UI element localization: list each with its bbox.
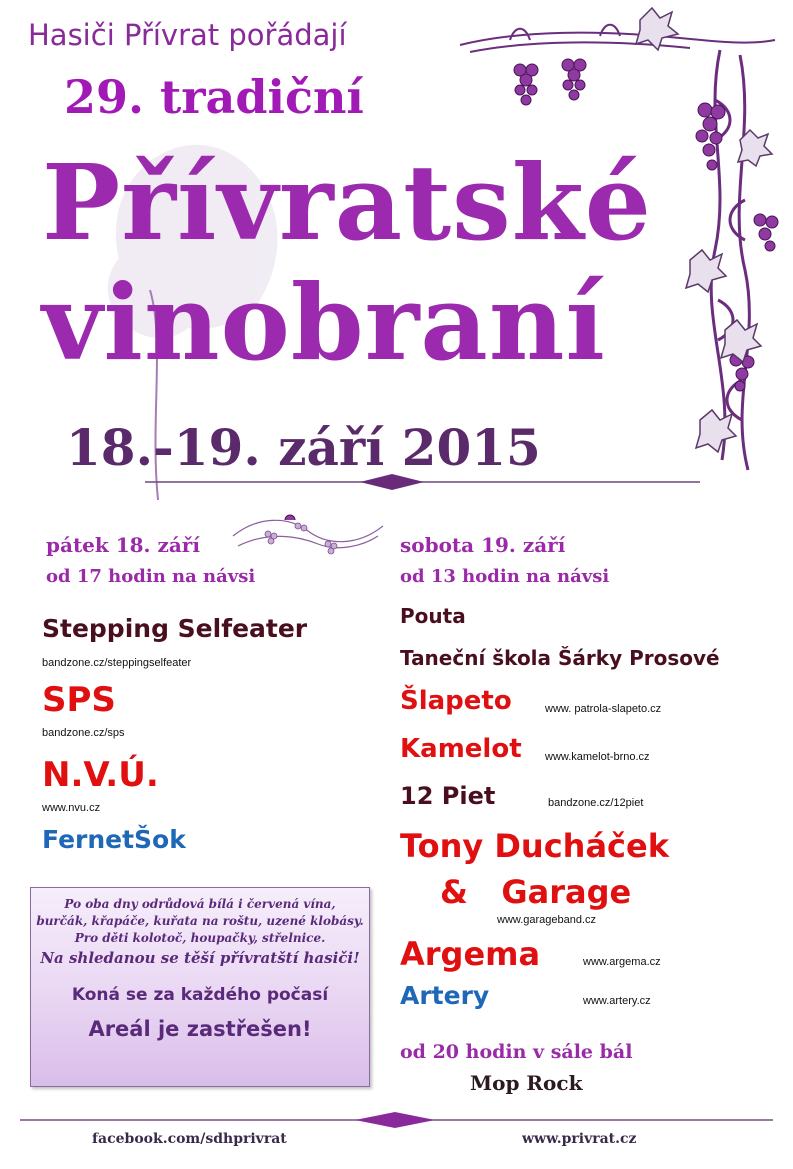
page-title-line1: Přívratské: [42, 141, 652, 264]
footer-divider: [20, 1110, 773, 1130]
act-url[interactable]: www. patrola-slapeto.cz: [545, 703, 662, 715]
evening-band: Mop Rock: [470, 1071, 583, 1095]
weather-note: Koná se za každého počasí: [71, 985, 329, 1005]
act-url[interactable]: www.kamelot-brno.cz: [545, 751, 650, 763]
friday-day: pátek 18. září: [46, 533, 200, 557]
farewell-line: Na shledanou se těší přívratští hasiči!: [40, 949, 360, 967]
act-tanecni-skola: Taneční škola Šárky Prosové: [400, 646, 720, 670]
act-artery: Artery: [400, 981, 490, 1010]
act-url[interactable]: www.artery.cz: [583, 995, 651, 1007]
act-argema: Argema: [400, 935, 541, 973]
act-garage: & Garage: [440, 873, 632, 911]
act-kamelot: Kamelot: [400, 734, 522, 764]
act-slapeto: Šlapeto: [400, 686, 512, 716]
page-title-line2: vinobraní: [42, 261, 606, 384]
act-stepping-selfeater: Stepping Selfeater: [42, 614, 308, 643]
act-url[interactable]: www.garageband.cz: [497, 914, 597, 926]
act-url[interactable]: www.argema.cz: [583, 956, 661, 968]
facebook-link[interactable]: facebook.com/sdhprivrat: [92, 1131, 287, 1147]
saturday-time-place: od 13 hodin na návsi: [400, 566, 610, 587]
grape-cluster-ornament: [228, 506, 388, 566]
act-fernetsok: FernetŠok: [42, 825, 186, 854]
act-sps: SPS: [42, 680, 116, 720]
info-line: Po oba dny odrůdová bílá i červená vína,: [64, 897, 336, 911]
roofed-note: Areál je zastřešen!: [88, 1017, 312, 1041]
act-nvu: N.V.Ú.: [42, 755, 159, 795]
website-link[interactable]: www.privrat.cz: [522, 1131, 637, 1147]
info-box: [30, 887, 370, 1087]
act-url[interactable]: bandzone.cz/sps: [42, 727, 125, 739]
act-url[interactable]: www.nvu.cz: [42, 802, 101, 814]
friday-time-place: od 17 hodin na návsi: [46, 566, 256, 587]
act-url[interactable]: bandzone.cz/steppingselfeater: [42, 657, 192, 669]
act-12-piet: 12 Piet: [400, 782, 496, 810]
info-line: Pro děti kolotoč, houpačky, střelnice.: [74, 931, 326, 945]
info-line: burčák, křapáče, kuřata na roštu, uzené klobásy.: [36, 914, 364, 928]
act-pouta: Pouta: [400, 604, 466, 628]
evening-ball: od 20 hodin v sále bál: [400, 1041, 633, 1063]
saturday-day: sobota 19. září: [400, 533, 566, 557]
act-url[interactable]: bandzone.cz/12piet: [548, 797, 644, 809]
organizer-line: Hasiči Přívrat pořádají: [28, 18, 347, 52]
event-dates: 18.-19. září 2015: [66, 418, 541, 477]
act-tony-duchacek: Tony Ducháček: [400, 827, 669, 865]
edition-line: 29. tradiční: [64, 70, 364, 124]
